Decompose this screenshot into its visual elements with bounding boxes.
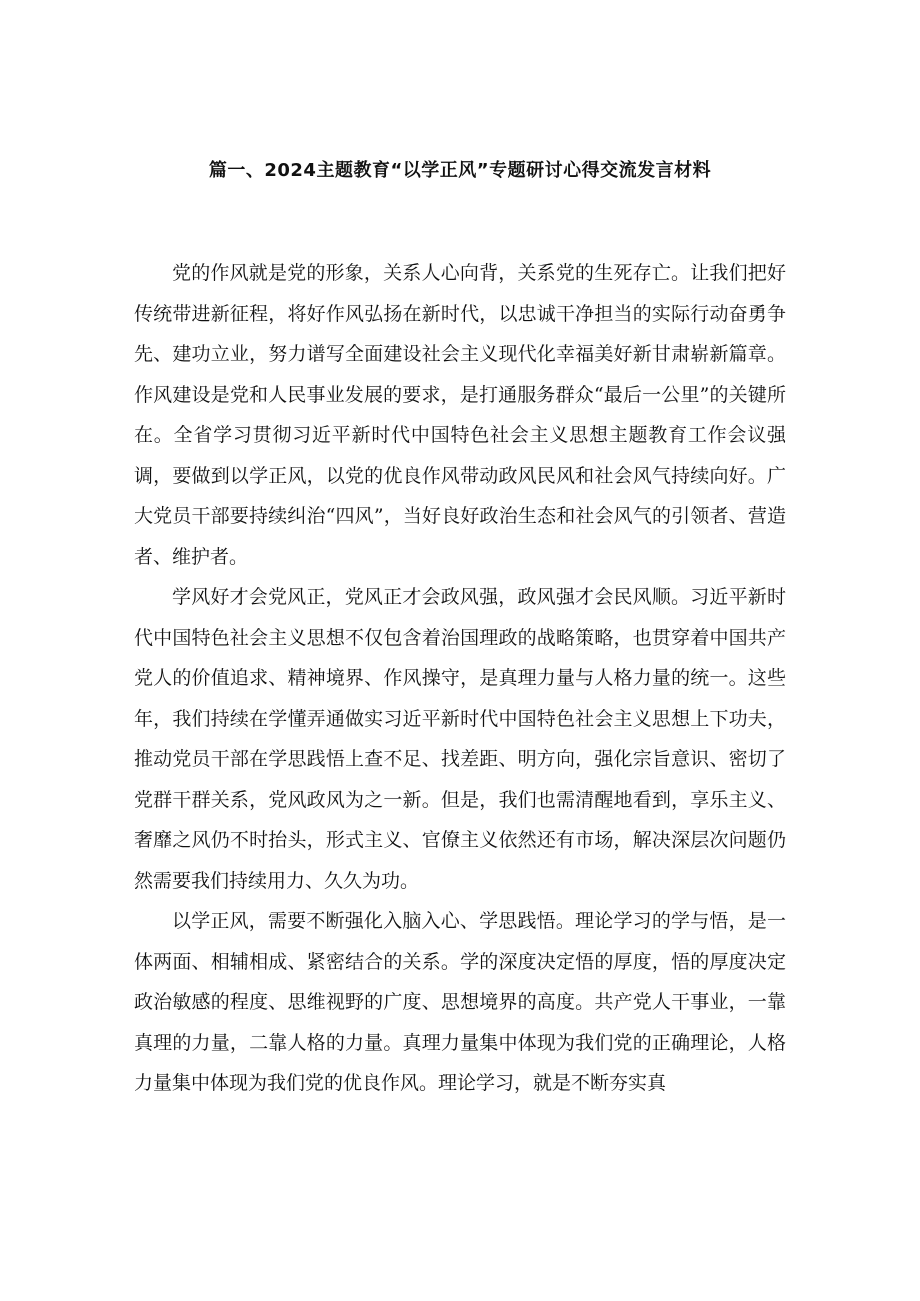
paragraph-3: 以学正风，需要不断强化入脑入心、学思践悟。理论学习的学与悟，是一体两面、相辅相成、紧密结合的关系。学的深度决定悟的厚度，悟的厚度决定政治敏感的程度、思维视野的广度、思想境界的高度。共产党人干事业，一靠真理的力量，二靠人格的力量。真理力量集中体现为我们党的正确理论，人格力量集中体现为我们党的优良作风。理论学习，就是不断夯实真 (134, 910, 786, 1094)
document-title: 篇一、2024主题教育“以学正风”专题研讨心得交流发言材料 (208, 160, 712, 181)
paragraph-1: 党的作风就是党的形象，关系人心向背，关系党的生死存亡。让我们把好传统带进新征程，将好作风弘扬在新时代，以忠诚干净担当的实际行动奋勇争先、建功立业，努力谱写全面建设社会主义现代化幸福美好新甘肃崭新篇章。作风建设是党和人民事业发展的要求，是打通服务群众“最后一公里”的关键所在。全省学习贯彻习近平新时代中国特色社会主义思想主题教育工作会议强调，要做到以学正风，以党的优良作风带动政风民风和社会风气持续向好。广大党员干部要持续纠治“四风”，当好良好政治生态和社会风气的引领者、营造者、维护者。 (134, 262, 786, 568)
document-body (134, 253, 786, 1104)
paragraph-2: 学风好才会党风正，党风正才会政风强，政风强才会民风顺。习近平新时代中国特色社会主义思想不仅包含着治国理政的战略策略，也贯穿着中国共产党人的价值追求、精神境界、作风操守，是真理力量与人格力量的统一。这些年，我们持续在学懂弄通做实习近平新时代中国特色社会主义思想上下功夫，推动党员干部在学思践悟上查不足、找差距、明方向，强化宗旨意识、密切了党群干群关系，党风政风为之一新。但是，我们也需清醒地看到，享乐主义、奢靡之风仍不时抬头，形式主义、官僚主义依然还有市场，解决深层次问题仍然需要我们持续用力、久久为功。 (134, 586, 786, 892)
